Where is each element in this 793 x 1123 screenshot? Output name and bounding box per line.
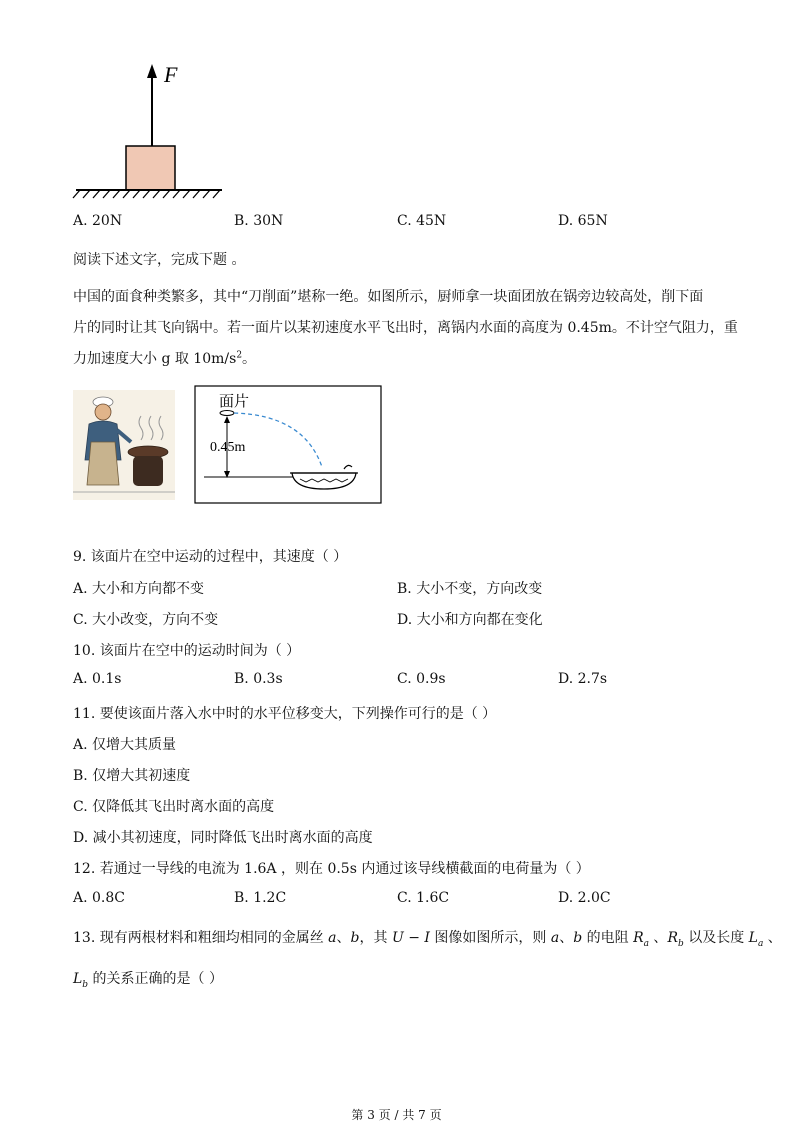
q13-sep-2: 、 (559, 930, 574, 946)
q11-option-a: A. 仅增大其质量 (73, 737, 177, 753)
noodle-trajectory-diagram (194, 385, 384, 505)
q13-stem-line-1 (73, 927, 782, 949)
q8-option-d: D. 65N (558, 213, 608, 229)
q11-option-b: B. 仅增大其初速度 (73, 768, 191, 784)
noodle-piece-label: 面片 (219, 394, 250, 410)
q13-text-4: 的电阻 (582, 930, 634, 946)
q9-option-a: A. 大小和方向都不变 (73, 581, 205, 597)
resistance-b-sub: b (677, 938, 684, 949)
q12-stem: 12. 若通过一导线的电流为 1.6A ，则在 0.5s 内通过该导线横截面的电荷量为（ ） (73, 861, 590, 877)
resistance-a-sub: a (643, 938, 649, 949)
q10-option-a: A. 0.1s (73, 671, 122, 687)
length-b-sub: b (82, 979, 89, 990)
length-a: L (748, 930, 758, 946)
force-diagram (72, 58, 232, 208)
q13-text-1: 13. 现有两根材料和粗细均相同的金属丝 (73, 930, 329, 946)
gravity-exponent: 2 (236, 350, 243, 361)
q9-stem: 9. 该面片在空中运动的过程中，其速度（ ） (73, 549, 348, 565)
var-b-2: b (573, 930, 583, 946)
reading-intro: 阅读下述文字，完成下题 。 (73, 252, 246, 268)
reading-paragraph-line-1: 中国的面食种类繁多，其中“刀削面”堪称一绝。如图所示，厨师拿一块面团放在锅旁边较高处，削下面 (73, 289, 704, 305)
q9-option-c: C. 大小改变，方向不变 (73, 612, 219, 628)
q10-option-d: D. 2.7s (558, 671, 608, 687)
q11-stem: 11. 要使该面片落入水中时的水平位移变大，下列操作可行的是（ ） (73, 706, 497, 722)
q13-text-6: 的关系正确的是（ ） (88, 971, 223, 987)
gravity-text-end: 。 (242, 351, 257, 367)
force-label: F (164, 62, 178, 87)
q12-option-b: B. 1.2C (234, 890, 287, 906)
q12-option-a: A. 0.8C (73, 890, 125, 906)
q13-sep-1: 、 (336, 930, 351, 946)
q10-option-b: B. 0.3s (234, 671, 283, 687)
q9-option-b: B. 大小不变，方向改变 (397, 581, 543, 597)
chef-illustration (73, 390, 175, 500)
gravity-text: 力加速度大小 g 取 10m/s (73, 351, 237, 367)
q10-option-c: C. 0.9s (397, 671, 446, 687)
ground-hatching (73, 190, 220, 198)
q13-text-5: 以及长度 (683, 930, 749, 946)
q13-stem-line-2 (73, 968, 223, 990)
q10-stem: 10. 该面片在空中的运动时间为（ ） (73, 643, 301, 659)
u-i-symbol: U − I (391, 930, 430, 946)
length-a-sub: a (757, 938, 764, 949)
q9-option-d: D. 大小和方向都在变化 (397, 612, 543, 628)
q8-option-a: A. 20N (73, 213, 123, 229)
q12-option-c: C. 1.6C (397, 890, 450, 906)
q8-option-b: B. 30N (234, 213, 284, 229)
q11-option-c: C. 仅降低其飞出时离水面的高度 (73, 799, 275, 815)
force-arrow-head (147, 64, 157, 78)
q13-text-2: ，其 (359, 930, 392, 946)
q11-option-d: D. 减小其初速度，同时降低飞出时离水面的高度 (73, 830, 373, 846)
q8-option-c: C. 45N (397, 213, 447, 229)
reading-paragraph-line-2: 片的同时让其飞向锅中。若一面片以某初速度水平飞出时，离锅内水面的高度为 0.45m。不计空气阻力，重 (73, 320, 738, 336)
q13-sep-4: 、 (763, 930, 782, 946)
height-label: 0.45m (210, 440, 246, 455)
reading-paragraph-line-3 (73, 348, 256, 368)
page-footer: 第 3 页 / 共 7 页 (351, 1108, 442, 1122)
var-b: b (350, 930, 360, 946)
resistance-b: R (667, 930, 678, 946)
q13-text-3: 图像如图所示，则 (429, 930, 551, 946)
var-a: a (328, 930, 337, 946)
q13-sep-3: 、 (648, 930, 668, 946)
noodle-piece (220, 411, 234, 416)
q12-option-d: D. 2.0C (558, 890, 611, 906)
var-a-2: a (550, 930, 560, 946)
length-b: L (73, 971, 83, 987)
resistance-a: R (633, 930, 644, 946)
block (126, 146, 175, 190)
